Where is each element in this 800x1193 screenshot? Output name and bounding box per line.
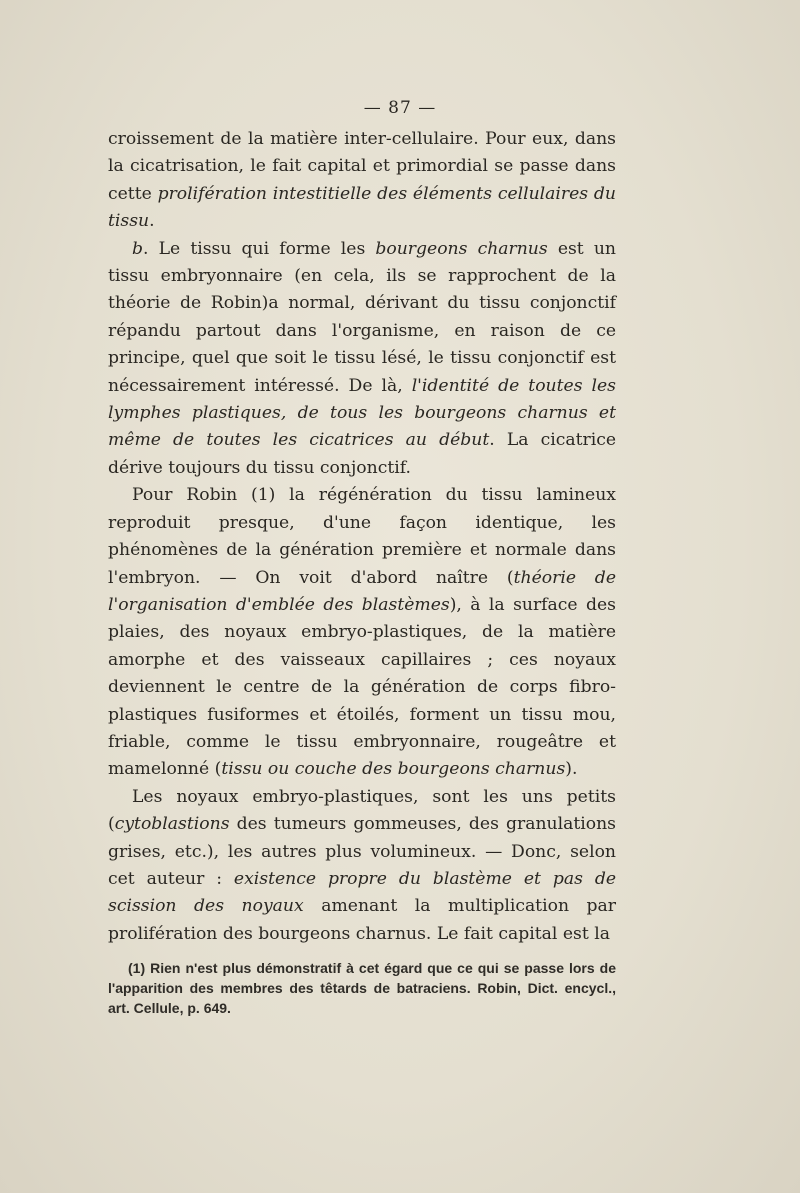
footnote-text: (1) Rien n'est plus démonstratif à cet égard que ce qui se passe lors de l'apparition des membres des têtards de batraciens. Robin, Dict. encycl., art. Cellule, p. 649. — [108, 960, 616, 1016]
paragraph — [108, 784, 616, 948]
text-run: . Le tissu qui forme les — [143, 238, 376, 259]
paragraph — [108, 482, 616, 783]
text-run: . La cicatrice dérive toujours du tissu conjonctif. — [108, 430, 617, 478]
italic-text: théorie de l'organisation d'emblée des blastèmes — [108, 567, 616, 615]
italic-text: cytoblastions — [114, 814, 230, 835]
italic-text: prolifération intestitielle des éléments cellulaires du tissu — [108, 183, 616, 232]
paragraph — [108, 126, 616, 236]
italic-text: tissu ou couche des bourgeons charnus — [221, 759, 566, 780]
italic-text: l'identité de toutes les lymphes plastiques, de tous les bourgeons charnus et même de toutes les cicatrices au début — [108, 375, 616, 451]
paragraph — [108, 236, 616, 483]
text-run: ). — [565, 759, 578, 780]
text-run: amenant la multiplication par prolifération des bourgeons charnus. Le fait capital est la — [108, 896, 617, 944]
page-number: — 87 — — [363, 98, 437, 118]
italic-text: existence propre du blastème et pas de scission des noyaux — [108, 868, 616, 917]
footnote — [108, 958, 616, 1018]
text-run: . — [149, 211, 155, 232]
italic-text: b — [132, 238, 144, 259]
body-text — [108, 126, 616, 948]
text-run: Les noyaux embryo-plastiques, sont les uns petits ( — [108, 786, 616, 835]
text-run: Pour Robin (1) la régénération du tissu lamineux reproduit presque, d'une façon identique, les phénomènes de la génération première et normale dans l'embryon. — On voit d'abord naître ( — [108, 485, 616, 588]
text-run: des tumeurs gommeuses, des granulations grises, etc.), les autres plus volumineux. — Donc, selon cet auteur : — [108, 814, 616, 889]
text-run: croissement de la matière inter-cellulaire. Pour eux, dans la cicatrisation, le fait capital et primordial se passe dans cette — [108, 129, 616, 204]
text-run: est un tissu embryonnaire (en cela, ils se rapprochent de la théorie de Robin)a normal, dérivant du tissu conjonctif répandu partout dans l'organisme, en raison de ce principe, quel que soit le tissu lésé, le tissu conjonctif est nécessairement intéressé. De là, — [108, 238, 616, 396]
text-run: ), à la surface des plaies, des noyaux embryo-plastiques, de la matière amorphe et des vaisseaux capillaires ; ces noyaux deviennent le centre de la génération de corps fibro-plastiques fusiformes et étoilés, forment un tissu mou, friable, comme le tissu embryonnaire, rougeâtre et mamelonné ( — [108, 594, 616, 780]
italic-text: bourgeons charnus — [375, 238, 548, 259]
